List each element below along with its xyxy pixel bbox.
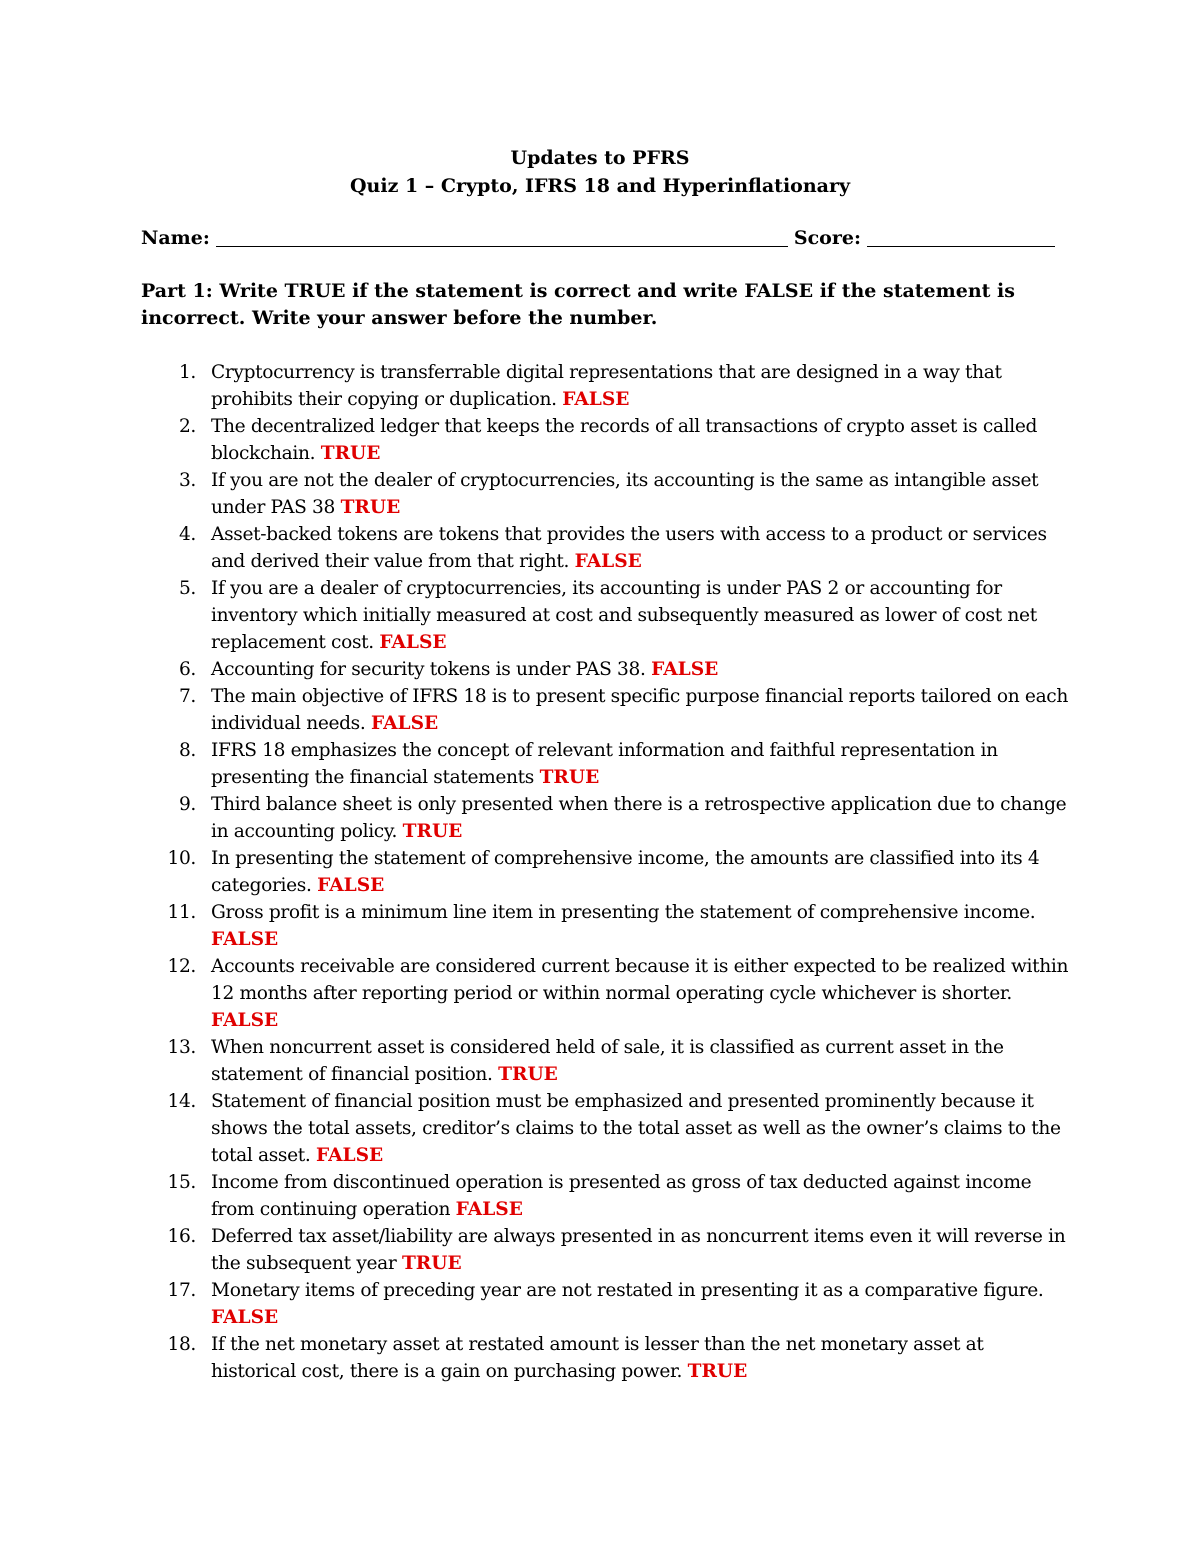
question-number: 18. [167, 1334, 196, 1355]
document-title: Updates to PFRS [510, 147, 690, 169]
question-text: Asset-backed tokens are tokens that provides the users with access to a product or services and derived their value from that right. [211, 524, 1047, 572]
question-item [141, 791, 1071, 845]
answer-label: FALSE [574, 551, 642, 572]
question-number: 13. [167, 1037, 196, 1058]
answer-label: FALSE [371, 713, 439, 734]
answer-label: FALSE [211, 929, 279, 950]
question-list [141, 359, 1071, 1385]
answer-label: FALSE [211, 1307, 279, 1328]
question-text: Third balance sheet is only presented when there is a retrospective application due to change in accounting policy. [211, 794, 1067, 842]
question-item [141, 1223, 1071, 1277]
question-number: 17. [167, 1280, 196, 1301]
question-text: Monetary items of preceding year are not restated in presenting it as a comparative figure. [211, 1280, 1044, 1301]
answer-label: FALSE [317, 875, 385, 896]
question-item [141, 953, 1071, 1034]
question-text: Income from discontinued operation is presented as gross of tax deducted against income from continuing operation [211, 1172, 1032, 1220]
name-label: Name: [141, 227, 210, 249]
document-subtitle: Quiz 1 – Crypto, IFRS 18 and Hyperinflationary [349, 175, 851, 197]
question-text: If you are a dealer of cryptocurrencies, its accounting is under PAS 2 or accounting for inventory which initially measured at cost and subsequently measured as lower of cost net replacement cost. [211, 578, 1037, 653]
answer-label: TRUE [539, 767, 600, 788]
question-item [141, 575, 1071, 656]
question-item [141, 413, 1071, 467]
score-blank [867, 228, 1055, 247]
question-item [141, 521, 1071, 575]
question-text: If the net monetary asset at restated amount is lesser than the net monetary asset at historical cost, there is a gain on purchasing power. [211, 1334, 984, 1382]
score-label: Score: [793, 227, 861, 249]
question-text: Cryptocurrency is transferrable digital representations that are designed in a way that prohibits their copying or duplication. [211, 362, 1002, 410]
answer-label: FALSE [211, 1010, 279, 1031]
question-text: In presenting the statement of comprehensive income, the amounts are classified into its 4 categories. [211, 848, 1040, 896]
answer-label: FALSE [651, 659, 719, 680]
name-blank [216, 228, 788, 247]
question-number: 11. [167, 902, 196, 923]
question-item [141, 1331, 1071, 1385]
answer-label: FALSE [379, 632, 447, 653]
answer-label: FALSE [316, 1145, 384, 1166]
question-text: Gross profit is a minimum line item in presenting the statement of comprehensive income. [211, 902, 1036, 923]
question-number: 1. [178, 362, 196, 383]
question-item [141, 899, 1071, 953]
question-text: The main objective of IFRS 18 is to present specific purpose financial reports tailored on each individual needs. [211, 686, 1068, 734]
answer-label: TRUE [402, 821, 463, 842]
question-item [141, 359, 1071, 413]
question-text: Accounting for security tokens is under PAS 38. [211, 659, 646, 680]
question-number: 4. [178, 524, 196, 545]
answer-label: FALSE [562, 389, 630, 410]
question-text: When noncurrent asset is considered held of sale, it is classified as current asset in the statement of financial position. [211, 1037, 1004, 1085]
answer-label: TRUE [687, 1361, 748, 1382]
answer-label: TRUE [401, 1253, 462, 1274]
question-item [141, 1034, 1071, 1088]
question-number: 16. [167, 1226, 196, 1247]
question-text: Accounts receivable are considered current because it is either expected to be realized within 12 months after reporting period or within normal operating cycle whichever is shorter. [211, 956, 1069, 1004]
part-1-instructions: Part 1: Write TRUE if the statement is correct and write FALSE if the statement is incorrect. Write your answer before the number. [141, 280, 1015, 329]
question-text: The decentralized ledger that keeps the records of all transactions of crypto asset is called blockchain. [211, 416, 1038, 464]
question-item [141, 656, 1071, 683]
question-item [141, 683, 1071, 737]
question-number: 3. [178, 470, 196, 491]
answer-label: FALSE [455, 1199, 523, 1220]
question-number: 8. [178, 740, 196, 761]
question-item [141, 1169, 1071, 1223]
question-item [141, 1088, 1071, 1169]
question-number: 15. [167, 1172, 196, 1193]
question-text: Deferred tax asset/liability are always presented in as noncurrent items even it will reverse in the subsequent year [211, 1226, 1066, 1274]
question-item [141, 845, 1071, 899]
question-text: If you are not the dealer of cryptocurrencies, its accounting is the same as intangible asset under PAS 38 [211, 470, 1039, 518]
name-score-line [141, 225, 1061, 251]
question-number: 6. [178, 659, 196, 680]
question-number: 12. [167, 956, 196, 977]
answer-label: TRUE [340, 497, 401, 518]
question-number: 2. [178, 416, 196, 437]
question-number: 14. [167, 1091, 196, 1112]
question-text: IFRS 18 emphasizes the concept of relevant information and faithful representation in presenting the financial statements [211, 740, 998, 788]
answer-label: TRUE [498, 1064, 558, 1085]
question-item [141, 1277, 1071, 1331]
question-item [141, 467, 1071, 521]
question-number: 9. [178, 794, 196, 815]
question-number: 7. [178, 686, 196, 707]
answer-label: TRUE [320, 443, 381, 464]
question-item [141, 737, 1071, 791]
question-number: 10. [167, 848, 196, 869]
question-number: 5. [178, 578, 196, 599]
question-text: Statement of financial position must be emphasized and presented prominently because it shows the total assets, creditor’s claims to the total asset as well as the owner’s claims to the total asset. [211, 1091, 1061, 1166]
title-block [0, 144, 1200, 200]
